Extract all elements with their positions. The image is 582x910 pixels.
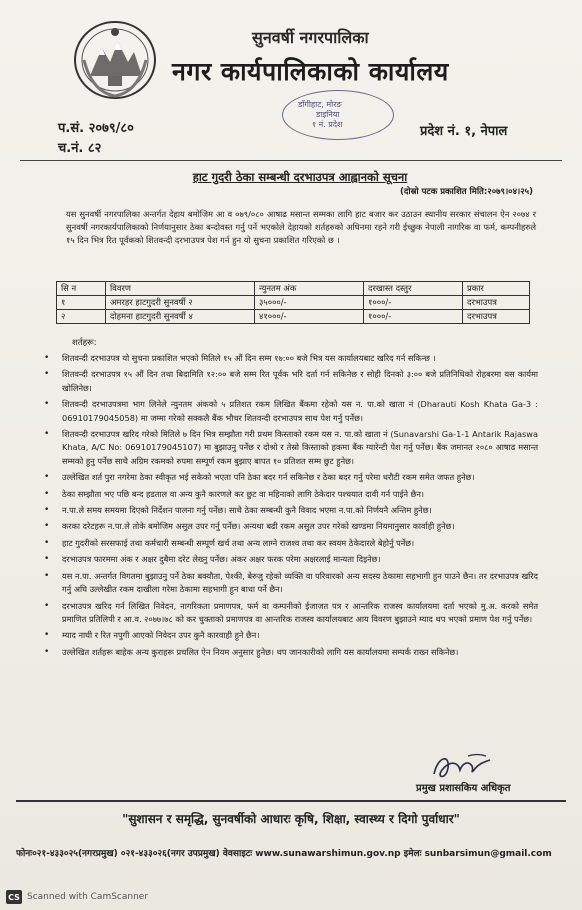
condition-item (40, 570, 538, 597)
bullet-icon: • (44, 488, 50, 499)
condition-text: शितवन्दी दरभाउपत्र १५ औं दिन तथा बिदामिति १२:०० बजे सम्म रित पूर्वक भरि दर्ता गर्न सकिनेछ र सोही दिनको ३:०० बजे प्रतिनिधिको रोहबरमा यस कार्यमा खोलिनेछ। (62, 369, 538, 393)
footer-divider (16, 800, 566, 802)
conditions-list (40, 352, 538, 662)
table-cell: १ (57, 296, 106, 310)
bullet-icon: • (44, 600, 50, 611)
condition-item (40, 368, 538, 395)
condition-item (40, 600, 538, 627)
bullet-icon: • (44, 505, 50, 516)
condition-text: करका दरेटहरू न.पा.ले तोके बमोजिम असुल उपर गर्नु पर्नेछ। अन्यथा बढी रकम असुल उपर गरेको खण्डमा नियमानुसार कार्वाही हुनेछ। (62, 521, 455, 532)
letterhead (0, 0, 582, 156)
table-cell: २ (57, 310, 106, 324)
notice-title-text: हाट गुदरी ठेका सम्बन्धी दरभाउपत्र आह्वानको सूचना (192, 170, 408, 184)
table-header-row (57, 282, 530, 296)
condition-text: न.पा.ले समय समयमा दिएको निर्देशन पालना गर्नु पर्नेछ। साथै ठेका सम्बन्धी कुनै विवाद भएमा न.पा.को निर्णयनै अन्तिम हुनेछ। (62, 505, 432, 516)
table-cell: दोहमना हाटगुदरी सुनवर्षी ४ (106, 310, 255, 324)
stamp-line: डाँगीहाट, मोरङ (298, 100, 342, 109)
signature (428, 750, 498, 784)
condition-text: शितवन्दी दरभाउपत्र यो सुचना प्रकाशित भएको मितिले १५ औं दिन सम्म १७:०० बजे भित्र यस कार्यालयबाट खरिद गर्न सकिन्छ । (62, 353, 436, 363)
bullet-icon: • (44, 630, 50, 641)
table-cell: अमरहर हाटगुदरी सुनवर्षी २ (106, 296, 255, 310)
province-label: प्रदेश नं. १, नेपाल (420, 124, 508, 139)
condition-item (40, 504, 538, 517)
table-cell: दरभाउपत्र (463, 310, 530, 324)
stamp-text (298, 100, 342, 130)
notice-subtitle: (दोस्रो पटक प्रकाशित मिति:२०७९।०४।२५) (400, 187, 533, 197)
bullet-icon: • (44, 369, 50, 380)
scanner-note: Scanned with CamScanner (27, 892, 149, 902)
condition-text: उल्लेखित शर्तहरू बाहेक अन्य कुराहरू प्रचलित ऐन नियम अनुसार हुनेछ। थप जानकारीको लागि यस कार्यालयमा सम्पर्क राख्न सकिनेछ। (62, 646, 459, 657)
condition-item (40, 646, 538, 659)
condition-item (40, 428, 538, 468)
bullet-icon: • (44, 537, 50, 548)
condition-text: दरभाउपत्र फारममा अंक र अक्षर दुबैमा दरेट लेख्नु पर्नेछ। अंकर अक्षर फरक परेमा अक्षरलाई मान्यता दिइनेछ। (62, 554, 381, 565)
table-cell: दरभाउपत्र (463, 296, 530, 310)
bullet-icon: • (44, 429, 50, 440)
bullet-icon: • (44, 399, 50, 410)
bullet-icon: • (44, 521, 50, 532)
condition-text: यस न.पा. अन्तर्गत विगतमा बुझाउनु पर्ने ठेका बक्यौता, पेश्की, बेरुजु रहेको व्यक्ति वा परिवारको अन्य सदस्य ठेकामा सहभागी हुन पाउने छैन। तर दरभाउपत्र खरिद गर्नु अघि उल्लेखीत रकम दाखीला गरेमा ठेकामा सहभागी हुन बाधा पर्ने छैन। (62, 570, 538, 595)
office-name: नगर कार्यपालिकाको कार्यालय (172, 57, 449, 86)
condition-item (40, 352, 538, 365)
intro-paragraph: यस सुनवर्षी नगरपालिका अन्तर्गत देहाय बमोजिम आ व ०७९/०८० आषाढ मसान्त सम्मका लागि हाट बजार कर उठाउन स्थानीय सरकार संचालन ऐन २०७४ र सुनवर्षी नगरकार्यपालिकाको निर्णयानुसार ठेका बन्दोवस्त गर्नु पर्ने भएकोले देहायको शर्तहरुको अधिनमा रहने गरी ईच्छुक नेपाली नागरिक वा फर्म, कम्पनीहरुले १५ दिन भित्र रित पूर्वकको शितवन्दी दरभाउपत्र पेश गर्न हुन यो सुचना प्रकाशित गरिएको छ । (66, 209, 536, 246)
bullet-icon: • (44, 554, 50, 565)
municipality-name: सुनवर्षी नगरपालिका (252, 28, 369, 47)
camscanner-logo-icon: CS (6, 890, 22, 904)
signatory-title: प्रमुख प्रशासकिय अधिकृत (416, 783, 511, 794)
bullet-icon: • (44, 472, 50, 483)
table-cell: १०००/- (364, 296, 463, 310)
scanner-watermark (6, 890, 148, 904)
condition-item (40, 398, 538, 425)
nepal-emblem-logo (72, 18, 158, 100)
table-row (57, 296, 530, 310)
bullet-icon: • (44, 353, 50, 363)
condition-item (40, 520, 538, 533)
table-cell: १०००/- (364, 310, 463, 324)
table-header-cell: विवरण (106, 282, 255, 296)
stamp-line: १ नं. प्रदेश (312, 120, 343, 129)
table-row (57, 310, 530, 324)
table-header-cell: न्युनतम अंक (255, 282, 364, 296)
footer-contact: फोनः०२१-४३३०२५(नगरप्रमुख) ०२१-४३३०२६(नगर उपप्रमुख) वेवसाइटः www.sunawarshimun.gov.np इमेलः sunbarsimun@gmail.com (16, 849, 552, 859)
condition-text: हाट गुदरीको सरसफाई तथा कर्मचारी सम्बन्धी सम्पूर्ण खर्च तथा अन्य लाग्ने राजश्व तथा कर स्वयम ठेकेदारले बेहोर्नु पर्नेछ। (62, 537, 415, 548)
reference-number: प.सं. २०७९/८० (58, 121, 134, 136)
table-header-cell: प्रकार (463, 282, 530, 296)
condition-text: उल्लेखित शर्त पुरा नगरेमा ठेका स्वीकृत भई सकेको भएता पनि ठेका बदर गर्न सकिनेछ र ठेका बदर गर्नु परेमा धरौटी रकम समेत जफत हुनेछ। (62, 472, 475, 483)
table-header-cell: दरखास्त दस्तुर (364, 282, 463, 296)
condition-item (40, 488, 538, 501)
condition-item (40, 553, 538, 566)
bullet-icon: • (44, 570, 50, 581)
condition-text: म्याद नाघी र रित नपुगी आएको निवेदन उपर कुनै कारवाही हुने छैन। (62, 630, 260, 641)
header-divider (20, 160, 562, 161)
condition-text: ठेका सम्झौता भए पछि बन्द हडताल वा अन्य कुनै कारणले कर छुट वा महिनाको लागि ठेकेदार पश्चयात दावी गर्न पाईने छैन। (62, 488, 425, 499)
condition-text: शितवन्दी दरभाउपत्र खरिद गरेको मितिले ७ दिन भित्र सम्झौता गरी प्रथम किस्ताको रकम यस न. पा.को खाता नं (Sunavarshi Ga-1-1 Antarik Rajaswa Khata, A/C No: 06910179045107) मा बुझाउनु पर्नेछ र दोश्रो र तेस्रो किस्ताको हकमा बैंक ग्यारेन्टी पेश गर्नु पर्नेछ। बैंक जमानत २०८० आषाढ मसान्त सम्मको हुनु पर्नेछ साथै अग्रिम रकमको रुपमा सम्पूर्ण रकम बुझाए बापत १० प्रतिशत सम्म छुट हुनेछ। (62, 429, 538, 466)
condition-item (40, 629, 538, 642)
stamp-line: डाइनिया (316, 110, 340, 119)
contract-table (56, 281, 530, 324)
condition-item (40, 471, 538, 484)
table-header-cell: सि न (57, 282, 106, 296)
table-cell: ३५०००/- (255, 296, 364, 310)
condition-text: दरभाउपत्र खरिद गर्न लिखित निवेदन, नागरिकता प्रमाणपत्र, फर्म वा कम्पनीको ईजाजत पत्र र आन्तरिक राजस्व कार्यालयमा दर्ता भएको मु.अ. करको समेत प्रमाणित प्रतिलिपी र आ.व. २०७७।७८ को कर चुक्ताको प्रमाणपत्र वा आन्तरिक राजस्व कार्यालयबाट आय विवरण बुझाउने म्याद थप भएको प्रमाण पेश गर्नु पर्नेछ। (62, 600, 538, 624)
notice-title (0, 170, 582, 185)
footer-motto: "सुशासन र समृद्धि, सुनवर्षीको आधारः कृषि, शिक्षा, स्वास्थ्य र दिगो पुर्वाधार" (122, 812, 460, 826)
condition-text: शितवन्दी दरभाउपत्रमा भाग लिनेले न्युनतम अंकको ५ प्रतिशत रकम लिखित बैंकमा रहेको यस न. पा.को खाता नं (Dharauti Kosh Khata Ga-3 : 06910179045058) मा जम्मा गरेको सक्कलै बैंक भौचर शितवन्दी दरभाउपत्र साथ पेश गर्नु पर्नेछ। (62, 399, 538, 423)
condition-item (40, 537, 538, 550)
bullet-icon: • (44, 646, 50, 657)
dispatch-number: च.नं. ८२ (58, 141, 102, 156)
conditions-heading: शर्तहरू: (72, 338, 97, 348)
table-cell: ४१०००/- (255, 310, 364, 324)
